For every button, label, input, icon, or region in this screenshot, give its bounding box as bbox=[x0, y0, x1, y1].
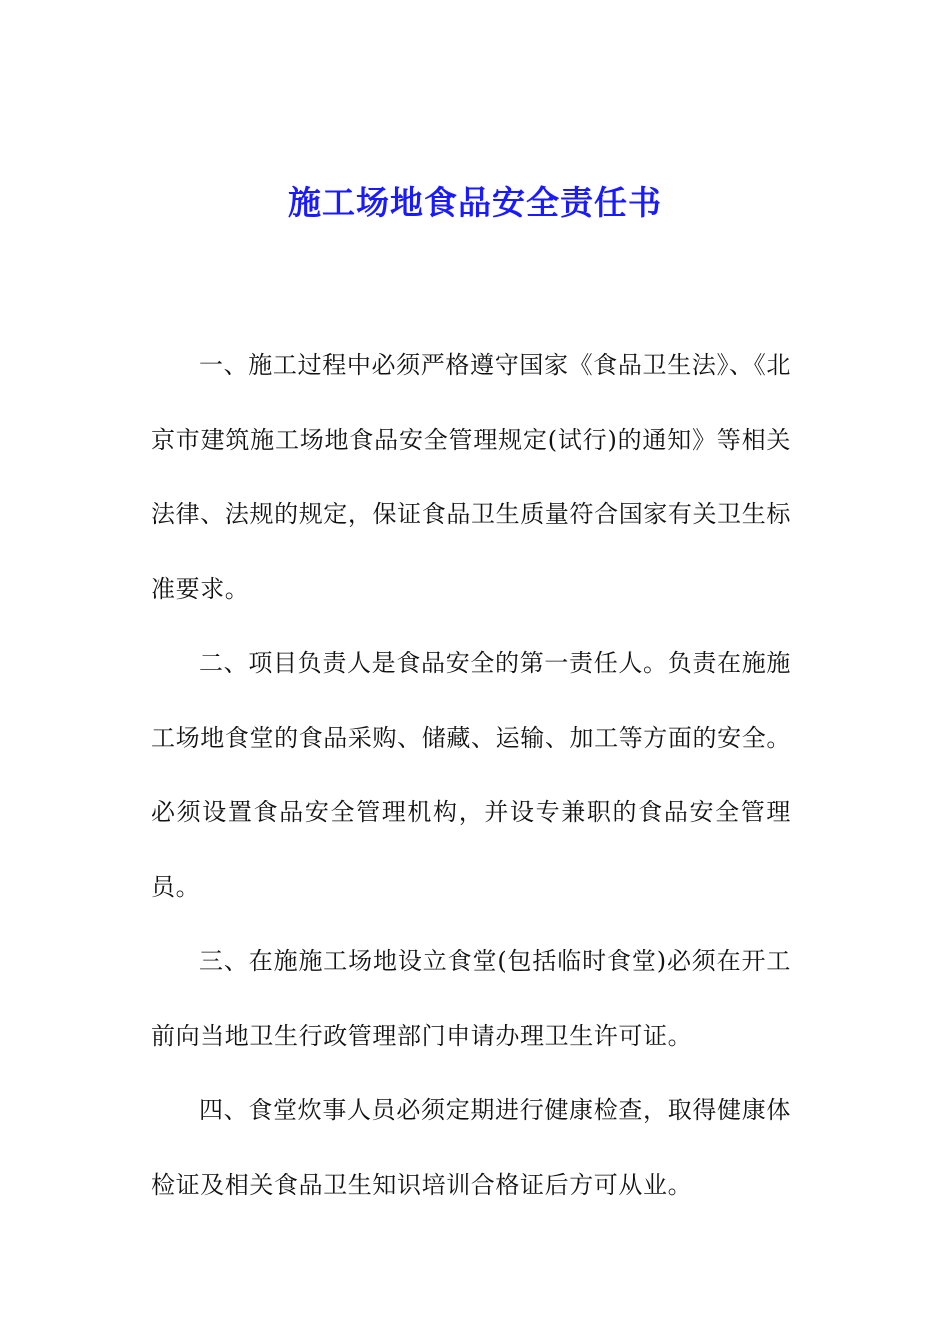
paragraph-2: 二、项目负责人是食品安全的第一责任人。负责在施施工场地食堂的食品采购、储藏、运输、加工等方面的安全。必须设置食品安全管理机构，并设专兼职的食品安全管理员。 bbox=[151, 649, 791, 901]
document-body bbox=[151, 328, 791, 1222]
paragraph-4: 四、食堂炊事人员必须定期进行健康检查，取得健康体检证及相关食品卫生知识培训合格证后方可从业。 bbox=[151, 1096, 791, 1199]
document-title: 施工场地食品安全责任书 bbox=[288, 183, 662, 222]
paragraph-1: 一、施工过程中必须严格遵守国家《食品卫生法》、《北京市建筑施工场地食品安全管理规定(试行)的通知》等相关法律、法规的规定，保证食品卫生质量符合国家有关卫生标准要求。 bbox=[151, 351, 791, 603]
paragraph-3: 三、在施施工场地设立食堂(包括临时食堂)必须在开工前向当地卫生行政管理部门申请办理卫生许可证。 bbox=[151, 947, 791, 1050]
